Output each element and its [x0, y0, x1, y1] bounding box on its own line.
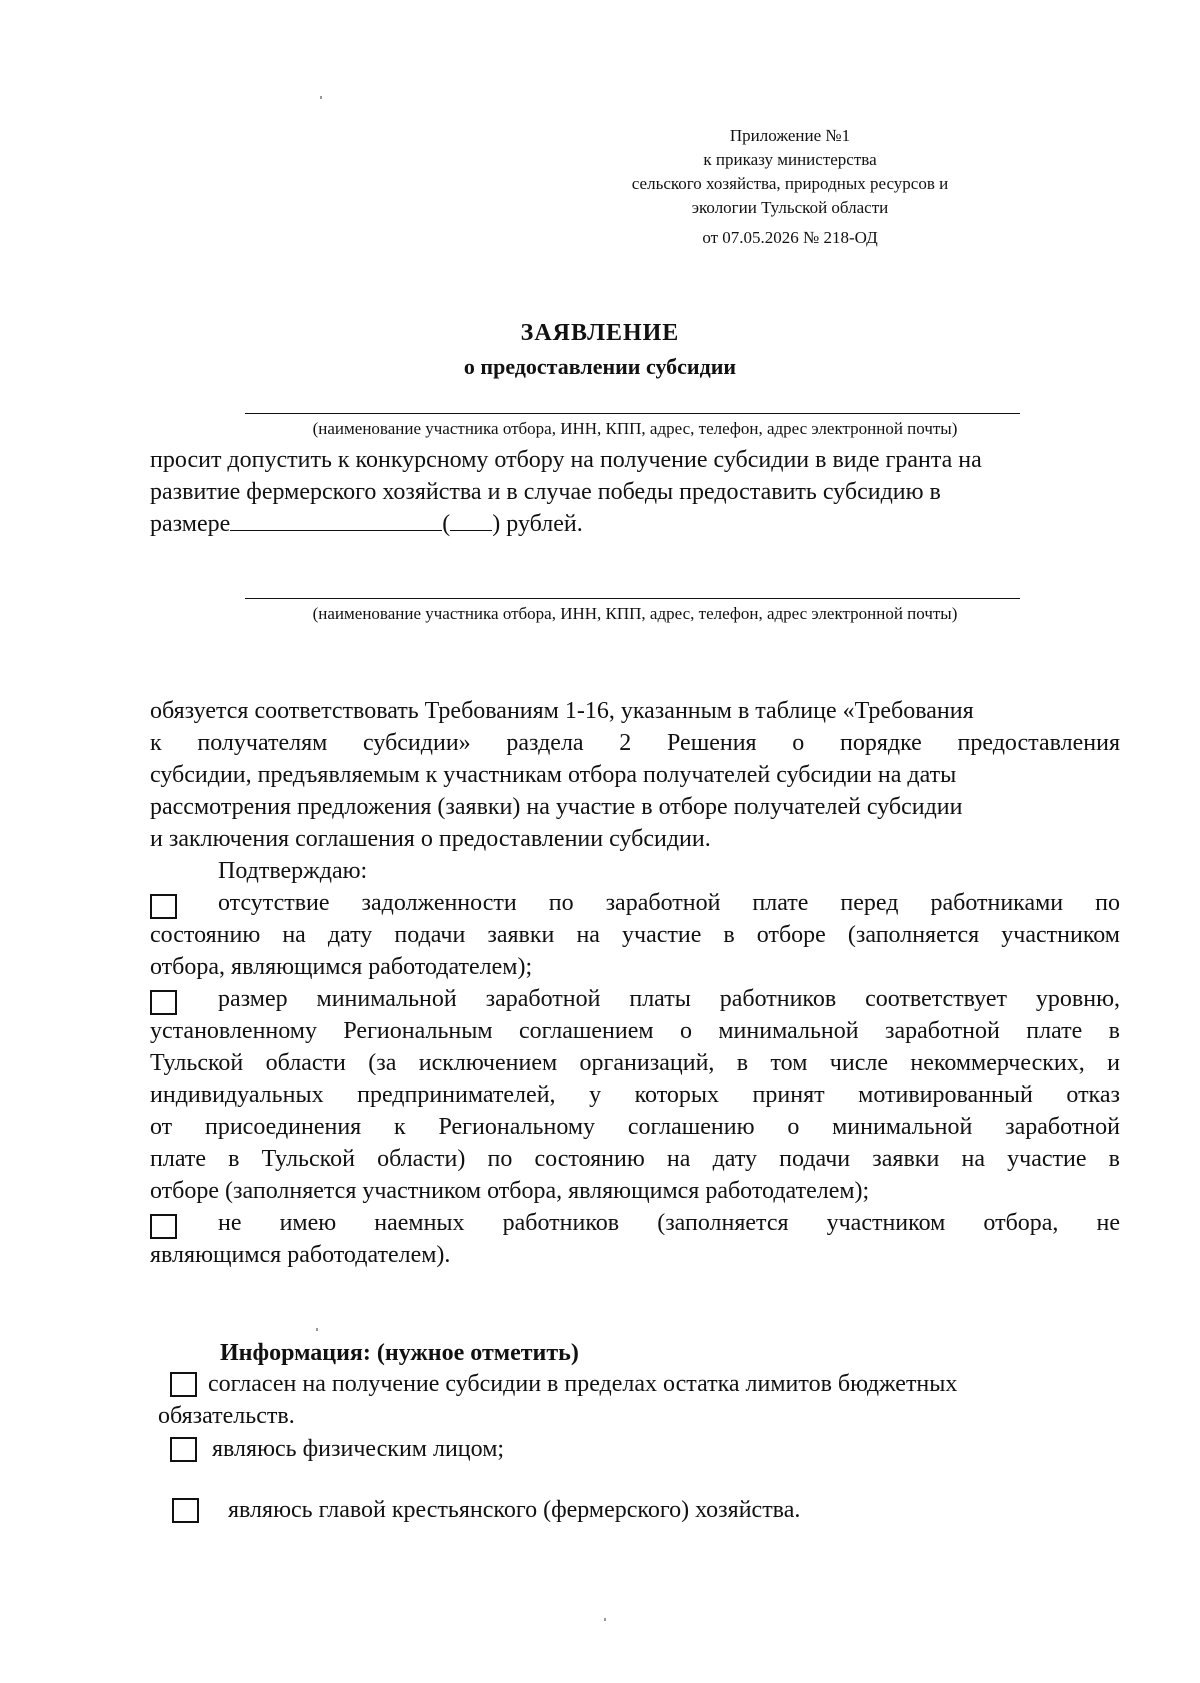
scan-speck — [604, 1618, 606, 1621]
request-amount-line — [150, 508, 1120, 540]
scan-speck — [320, 96, 322, 99]
applicant-name-line-1[interactable] — [245, 413, 1020, 414]
scan-speck — [316, 1328, 318, 1331]
obligation-line-5: и заключения соглашения о предоставлении субсидии. — [150, 826, 711, 852]
amount-field[interactable] — [230, 508, 442, 531]
obligation-line-1: обязуется соответствовать Требованиям 1-16, указанным в таблице «Требования — [150, 698, 974, 724]
appendix-header — [560, 124, 1020, 250]
confirm-item-1: отсутствие задолженности по заработной плате перед работниками по — [218, 890, 1120, 916]
obligation-line-3: субсидии, предъявляемым к участникам отбора получателей субсидии на даты — [150, 762, 957, 788]
confirm-item-2: размер минимальной заработной платы работников соответствует уровню, — [218, 986, 1120, 1012]
confirm-item-3: не имею наемных работников (заполняется участником отбора, не — [218, 1210, 1120, 1236]
amount-suffix: рублей. — [500, 511, 583, 537]
obligation-line-2: к получателям субсидии» раздела 2 Решения о порядке предоставления — [150, 730, 1120, 756]
info-checkbox-1[interactable] — [170, 1372, 197, 1397]
info-title: Информация: (нужное отметить) — [220, 1340, 579, 1366]
applicant-name-caption-2: (наименование участника отбора, ИНН, КПП, адрес, телефон, адрес электронной почты) — [312, 604, 958, 623]
document-title: ЗАЯВЛЕНИЕ — [520, 320, 680, 346]
info-item-1: согласен на получение субсидии в пределах остатка лимитов бюджетных — [208, 1371, 958, 1397]
confirm-checkbox-2[interactable] — [150, 990, 177, 1015]
appendix-line-3: сельского хозяйства, природных ресурсов и — [631, 174, 949, 193]
document-subtitle: о предоставлении субсидии — [463, 354, 737, 379]
applicant-name-caption-1: (наименование участника отбора, ИНН, КПП, адрес, телефон, адрес электронной почты) — [312, 419, 958, 438]
obligation-line-4: рассмотрения предложения (заявки) на участие в отборе получателей субсидии — [150, 794, 963, 820]
info-checkbox-3[interactable] — [172, 1498, 199, 1523]
confirm-checkbox-1[interactable] — [150, 894, 177, 919]
amount-paren-open: ( — [442, 511, 451, 537]
request-line-2: развитие фермерского хозяйства и в случае победы предоставить субсидию в — [150, 479, 941, 505]
appendix-line-1: Приложение №1 — [729, 126, 851, 145]
request-line-1: просит допустить к конкурсному отбору на получение субсидии в виде гранта на — [150, 447, 982, 473]
confirm-label: Подтверждаю: — [218, 858, 368, 884]
amount-prefix: размере — [150, 511, 231, 537]
confirm-checkbox-3[interactable] — [150, 1214, 177, 1239]
info-item-1-cont: обязательств. — [158, 1403, 295, 1429]
obligation-paragraph: обязуется соответствовать Требованиям 1-16, указанным в таблице «Требования к получателям субсидии» раздела 2 Решения о порядке предоставления субсидии, предъявляемым к участникам отбора получателей субсидии на даты рассмотрения предложения (заявки) на участие в отборе получателей субсидии и заключения соглашения о предоставлении субсидии. Подтверждаю: отсутствие задолженности по заработной плате перед работниками по состоянию на дату подачи заявки на участие в отборе (заполняется участником отбора, являющимся работодателем); размер минимальной заработной платы работников соответствует уровню, установленному Региональным соглашением о минимальной заработной плате в Тульской области (за исключением организаций, в том числе некоммерческих, и индивидуальных предпринимателей, у которых принят мотивированный отказ от присоединения к Региональному соглашению о минимальной заработной плате в Тульской области) по состоянию на дату подачи заявки на участие в отборе (заполняется участником отбора, являющимся работодателем); не имею наемных работников (заполняется участником отбора, не являющимся работодателем). — [150, 695, 1120, 1271]
amount-paren-close: ) — [492, 511, 501, 537]
amount-words-field[interactable] — [450, 508, 492, 531]
appendix-date: от 07.05.2026 № 218-ОД — [702, 228, 878, 247]
request-paragraph — [150, 444, 1120, 540]
info-item-2: являюсь физическим лицом; — [212, 1436, 505, 1462]
appendix-line-2: к приказу министерства — [703, 150, 877, 169]
info-item-3: являюсь главой крестьянского (фермерского) хозяйства. — [228, 1497, 801, 1523]
confirm-label-row — [150, 855, 1120, 887]
appendix-line-4: экологии Тульской области — [691, 198, 889, 217]
applicant-name-line-2[interactable] — [245, 598, 1020, 599]
info-checkbox-2[interactable] — [170, 1437, 197, 1462]
